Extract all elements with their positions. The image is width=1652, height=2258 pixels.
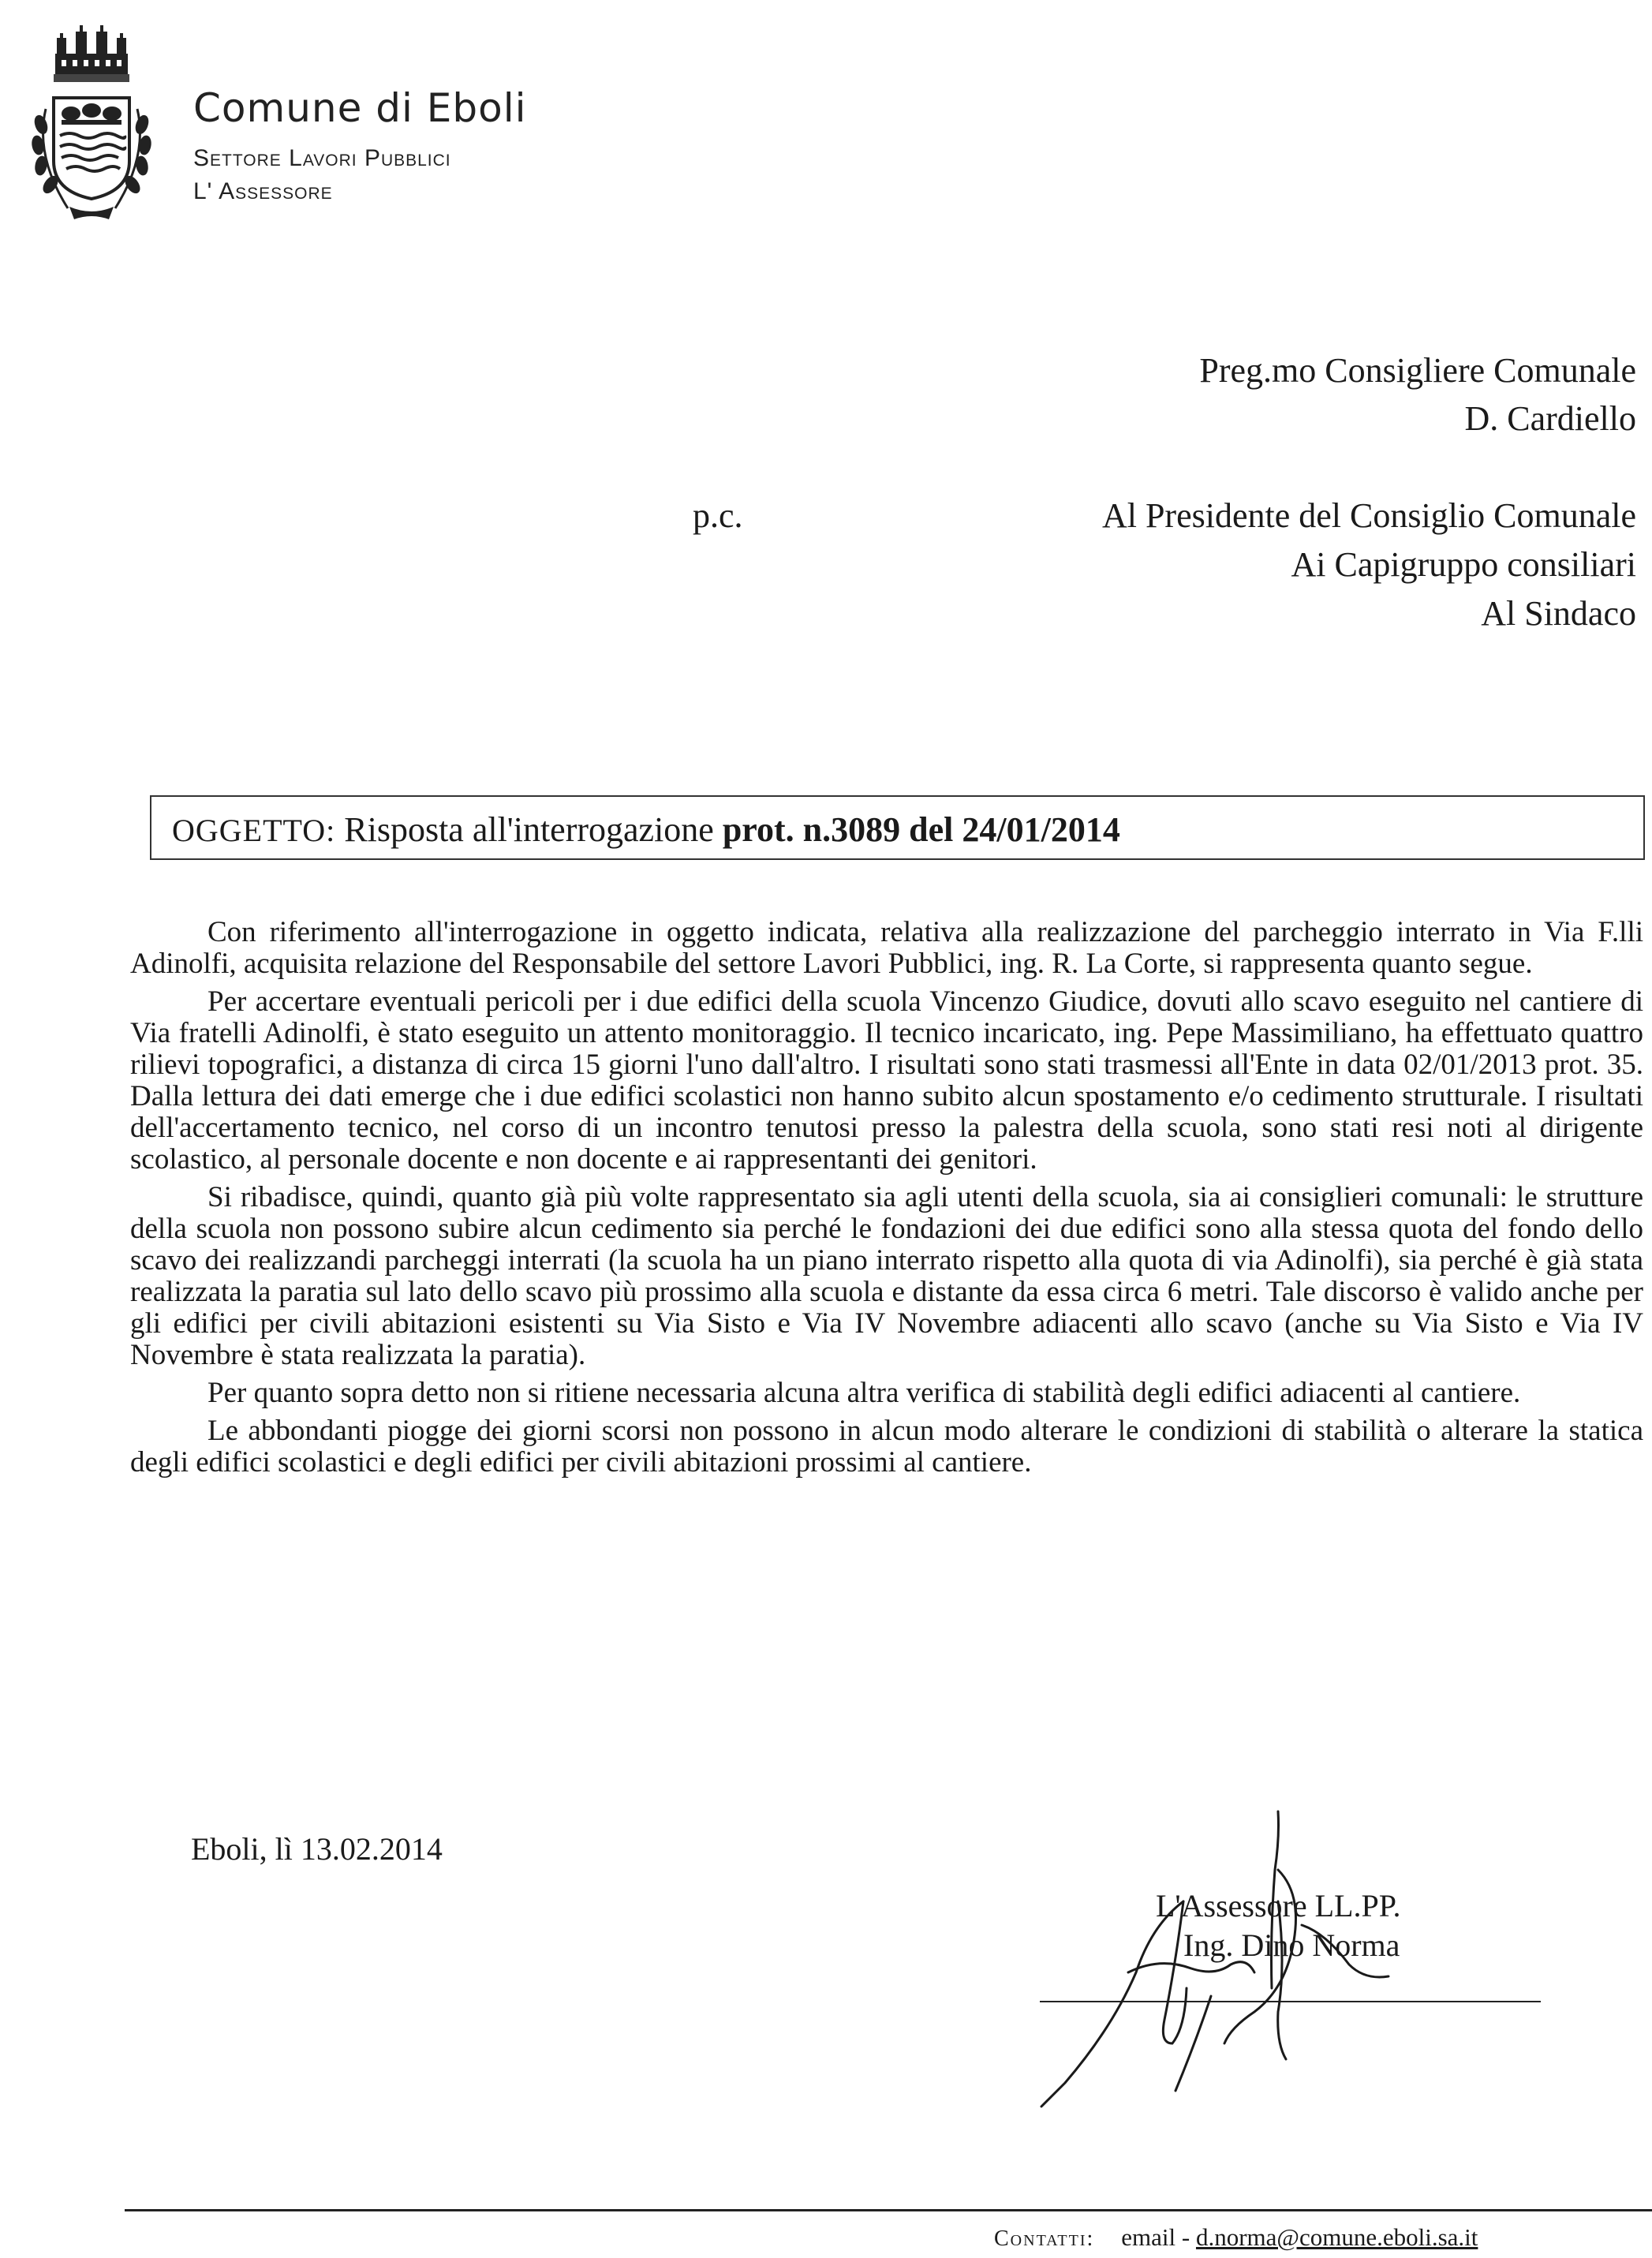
signer-role: L'Assessore LL.PP. <box>1156 1888 1401 1923</box>
recipient-name: D. Cardiello <box>1464 399 1636 438</box>
coat-of-arms-icon <box>22 22 160 223</box>
subject-text: Risposta all'interrogazione <box>335 810 723 849</box>
signer-name: Ing. Dino Norma <box>1183 1927 1400 1963</box>
body-paragraph: Si ribadisce, quindi, quanto già più volte rappresentato sia agli utenti della scuola, sia ai consiglieri comunali: le strutture della scuola non possono subire alcun cedimento sia perché le fondazioni dei due edifici sono alla stessa quota del fondo dello scavo dei realizzandi parcheggi interrati (la scuola ha un piano interrato rispetto alla quota di via Adinolfi), sia perché è già stata realizzata la paratia sul lato dello scavo più prossimo alla scuola e distante da essa circa 6 metri. Tale discorso è valido anche per gli edifici per civili abitazioni esistenti su Via Sisto e Via IV Novembre adiacenti allo scavo (anche su Via Sisto e Via IV Novembre è stata realizzata la paratia). <box>130 1181 1643 1371</box>
date-line: Eboli, lì 13.02.2014 <box>191 1831 443 1867</box>
office-name: L' Assessore <box>193 178 333 204</box>
letter-body <box>130 917 1643 1485</box>
subject-label: OGGETTO: <box>172 813 336 848</box>
recipient-line: Preg.mo Consigliere Comunale <box>1199 351 1636 390</box>
footer-label: Contatti: <box>994 2226 1095 2251</box>
footer-divider <box>125 2209 1652 2211</box>
department-name: Settore Lavori Pubblici <box>193 145 451 171</box>
body-paragraph: Per quanto sopra detto non si ritiene necessaria alcuna altra verifica di stabilità degli edifici adiacenti al cantiere. <box>207 1377 1521 1409</box>
subject-box <box>150 795 1645 860</box>
pc-label: p.c. <box>693 496 743 535</box>
copy-recipient: Ai Capigruppo consiliari <box>1291 545 1636 584</box>
copy-recipient: Al Sindaco <box>1481 594 1636 633</box>
footer-email-prefix: email - <box>1121 2223 1196 2251</box>
handwritten-signature-icon <box>1018 1807 1460 2114</box>
footer-contacts <box>994 2223 1478 2252</box>
body-paragraph: Con riferimento all'interrogazione in oggetto indicata, relativa alla realizzazione del parcheggio interrato in Via F.lli Adinolfi, acquisita relazione del Responsabile del settore Lavori Pubblici, ing. R. La Corte, si rappresenta quanto segue. <box>130 916 1643 980</box>
subject-reference: prot. n.3089 del 24/01/2014 <box>722 810 1120 849</box>
municipality-title: Comune di Eboli <box>193 85 527 131</box>
body-paragraph: Le abbondanti piogge dei giorni scorsi non possono in alcun modo alterare le condizioni di stabilità o alterare la statica degli edifici scolastici e degli edifici per civili abitazioni prossimi al cantiere. <box>130 1415 1643 1479</box>
body-paragraph: Per accertare eventuali pericoli per i due edifici della scuola Vincenzo Giudice, dovuti allo scavo eseguito nel cantiere di Via fratelli Adinolfi, è stato eseguito un attento monitoraggio. Il tecnico incaricato, ing. Pepe Massimiliano, ha effettuato quattro rilievi topografici, a distanza di circa 15 giorni l'uno dall'altro. I risultati sono stati trasmessi all'Ente in data 02/01/2013 prot. 35. Dalla lettura dei dati emerge che i due edifici scolastici non hanno subito alcun spostamento e/o cedimento strutturale. I risultati dell'accertamento tecnico, nel corso di un incontro tenutosi presso la palestra della scuola, sono stati resi noti al dirigente scolastico, al personale docente e non docente e ai rappresentanti dei genitori. <box>130 985 1643 1176</box>
contact-email-link[interactable]: d.norma@comune.eboli.sa.it <box>1195 2223 1478 2251</box>
copy-recipient: Al Presidente del Consiglio Comunale <box>1101 496 1636 535</box>
